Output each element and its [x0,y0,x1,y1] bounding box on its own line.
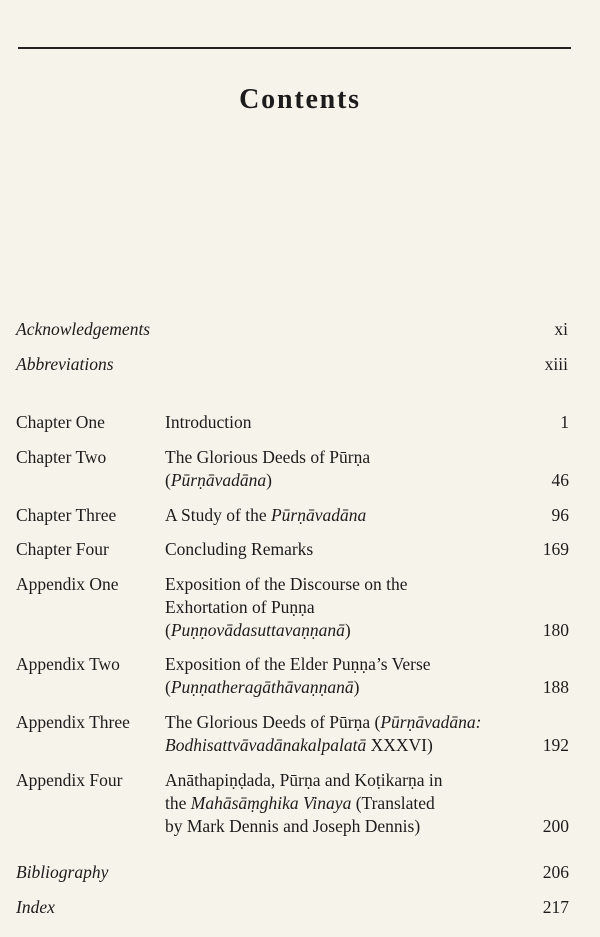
toc-appendix-three-title-line2[interactable]: Bodhisattvāvadānakalpalatā XXXVI) [165,735,433,755]
toc-acknowledgements-page: xi [554,319,568,339]
toc-appendix-two-page: 188 [542,677,569,697]
toc-chapter-one-page: 1 [560,412,569,432]
toc-abbreviations-page: xiii [544,354,568,374]
toc-appendix-one-page: 180 [542,620,569,640]
toc-bibliography-label[interactable]: Bibliography [16,862,109,882]
toc-appendix-one-title-line2[interactable]: Exhortation of Puṇṇa [165,597,315,617]
toc-appendix-four-title-line1[interactable]: Anāthapiṇḍada, Pūrṇa and Koṭikarṇa in [165,770,443,790]
toc-index-label[interactable]: Index [16,897,55,917]
toc-appendix-four-title-line3[interactable]: by Mark Dennis and Joseph Dennis) [165,816,421,836]
toc-index-page: 217 [542,897,569,917]
toc-appendix-four-title-line2[interactable]: the Mahāsāṃghika Vinaya (Translated [165,793,435,813]
toc-chapter-two-title-line2[interactable]: (Pūrṇāvadāna) [165,470,272,490]
toc-chapter-four-title[interactable]: Concluding Remarks [165,539,314,559]
toc-chapter-two-title-line1[interactable]: The Glorious Deeds of Pūrṇa [165,447,371,467]
page-title: Contents [239,84,361,115]
toc-appendix-three-page: 192 [542,735,569,755]
toc-appendix-two-title-line1[interactable]: Exposition of the Elder Puṇṇa’s Verse [165,654,431,674]
toc-chapter-four-page: 169 [542,539,569,559]
toc-chapter-three-label: Chapter Three [16,505,117,525]
toc-appendix-four-page: 200 [542,816,569,836]
toc-appendix-four-label: Appendix Four [16,770,123,790]
toc-chapter-two-page: 46 [551,470,569,490]
toc-chapter-one-title[interactable]: Introduction [165,412,252,432]
top-rule [18,47,571,49]
toc-bibliography-page: 206 [542,862,569,882]
toc-chapter-three-title[interactable]: A Study of the Pūrṇāvadāna [165,505,367,525]
toc-chapter-two-label: Chapter Two [16,447,107,467]
toc-chapter-one-label: Chapter One [16,412,105,432]
toc-appendix-one-title-line1[interactable]: Exposition of the Discourse on the [165,574,408,594]
toc-appendix-one-label: Appendix One [16,574,119,594]
toc-appendix-two-label: Appendix Two [16,654,120,674]
toc-appendix-three-label: Appendix Three [16,712,130,732]
toc-chapter-three-page: 96 [551,505,569,525]
toc-appendix-two-title-line2[interactable]: (Puṇṇatheragāthāvaṇṇanā) [165,677,360,697]
toc-appendix-one-title-line3[interactable]: (Puṇṇovādasuttavaṇṇanā) [165,620,351,640]
toc-acknowledgements-label[interactable]: Acknowledgements [16,319,151,339]
toc-chapter-four-label: Chapter Four [16,539,109,559]
toc-abbreviations-label[interactable]: Abbreviations [16,354,114,374]
toc-appendix-three-title-line1[interactable]: The Glorious Deeds of Pūrṇa (Pūrṇāvadāna: [165,712,482,732]
